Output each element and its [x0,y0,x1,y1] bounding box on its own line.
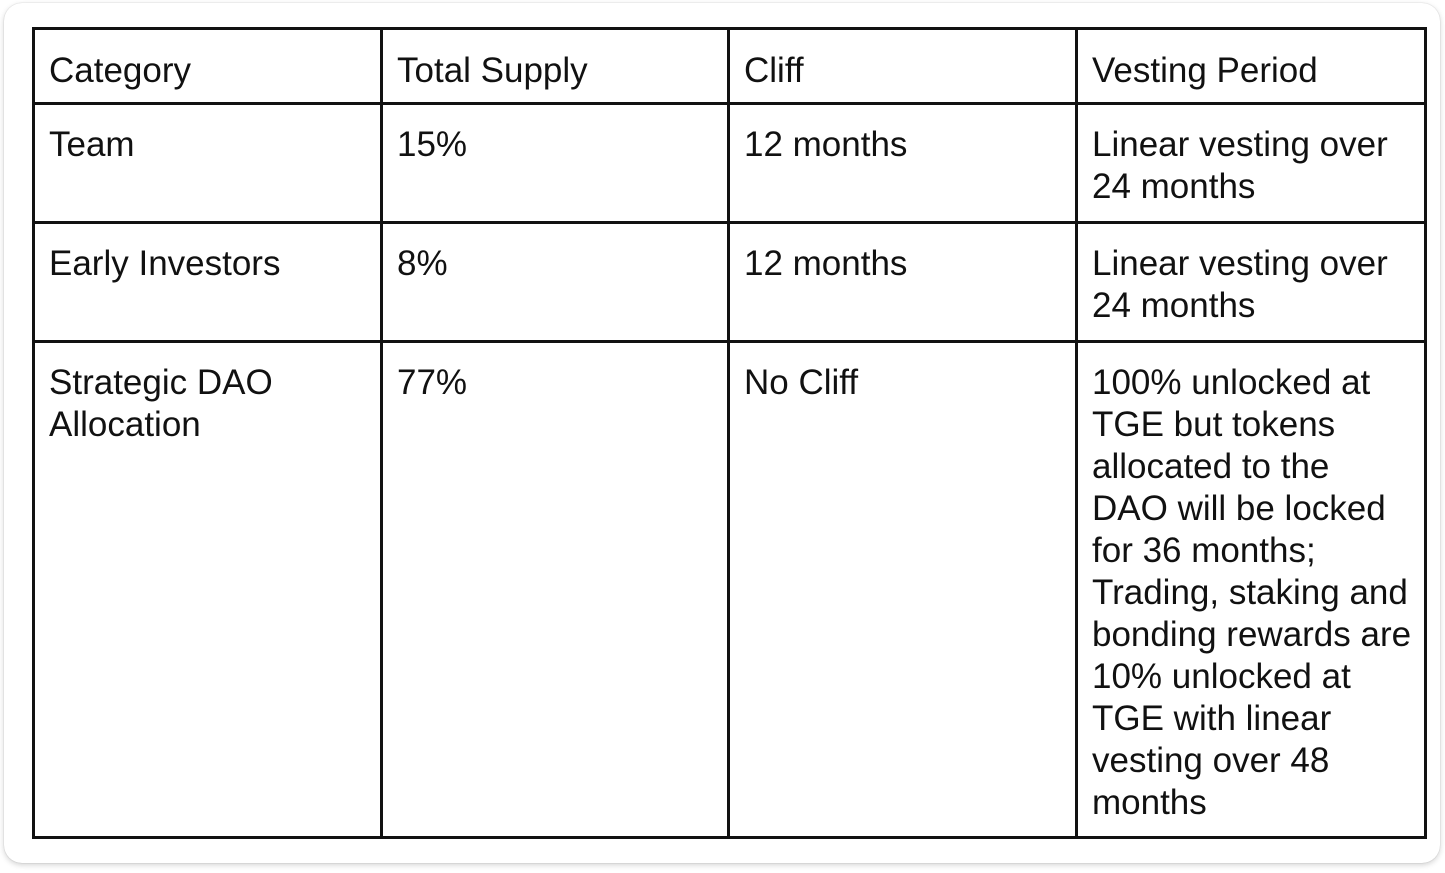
table-row [34,104,1426,223]
header-cliff: Cliff [729,29,1077,104]
cell-cliff: No Cliff [729,342,1077,838]
vesting-table [32,27,1427,839]
table-header-row [34,29,1426,104]
cell-total-supply: 15% [382,104,729,223]
header-vesting-period: Vesting Period [1077,29,1426,104]
header-total-supply: Total Supply [382,29,729,104]
cell-cliff: 12 months [729,104,1077,223]
cell-vesting-period: Linear vesting over 24 months [1077,104,1426,223]
table-card [4,3,1440,863]
cell-total-supply: 77% [382,342,729,838]
cell-vesting-period: 100% unlocked at TGE but tokens allocated to the DAO will be locked for 36 months; Trading, staking and bonding rewards are 10% unlocked at TGE with linear vesting over 48 months [1077,342,1426,838]
header-category: Category [34,29,382,104]
cell-category: Strategic DAO Allocation [34,342,382,838]
cell-vesting-period: Linear vesting over 24 months [1077,223,1426,342]
cell-cliff: 12 months [729,223,1077,342]
cell-category: Team [34,104,382,223]
table-row [34,342,1426,838]
cell-category: Early Investors [34,223,382,342]
cell-total-supply: 8% [382,223,729,342]
table-row [34,223,1426,342]
